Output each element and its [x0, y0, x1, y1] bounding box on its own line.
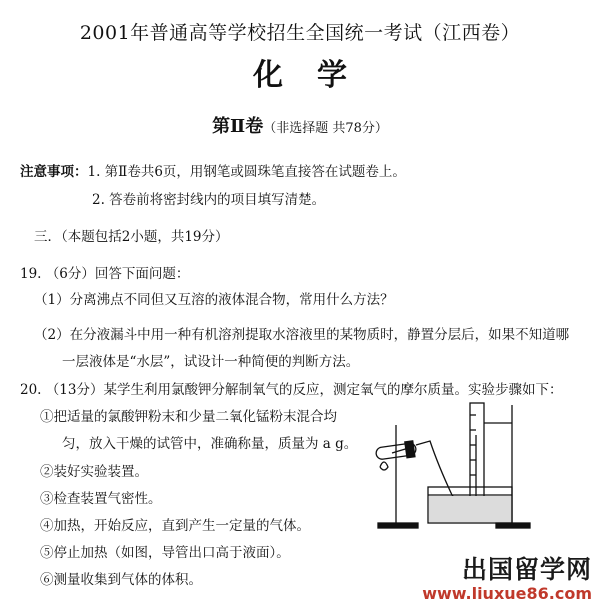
q20-step6: ⑥测量收集到气体的体积。: [40, 572, 202, 588]
watermark: [422, 550, 592, 603]
section-note: （非选择题 共78分）: [263, 121, 388, 136]
q20-step3: ③检查装置气密性。: [40, 491, 162, 507]
water: [429, 496, 511, 522]
notes-label: 注意事项：: [20, 164, 88, 180]
subject-title: 化学: [253, 58, 381, 93]
notes-item-2: 2. 答卷前将密封线内的项目填写清楚。: [92, 192, 326, 208]
left-stand-base: [378, 523, 418, 528]
right-stand-base: [496, 523, 530, 528]
burner-flame: [380, 462, 388, 470]
q19-sub1: （1）分离沸点不同但又互溶的液体混合物，常用什么方法？: [34, 292, 394, 308]
q20-step2: ②装好实验装置。: [40, 464, 148, 480]
q20-stem: 20. （13分）某学生利用氯酸钾分解制氧气的反应，测定氧气的摩尔质量。实验步骤如下：: [20, 382, 563, 398]
q20-step1-line2: 匀，放入干燥的试管中，准确称量，质量为 a g。: [62, 436, 358, 452]
notes-item-1: 1. 第Ⅱ卷共6页，用钢笔或圆珠笔直接答在试题卷上。: [87, 164, 406, 180]
section-heading: [0, 112, 600, 138]
watermark-url: www.liuxue86.com: [422, 584, 592, 603]
exam-title: 2001年普通高等学校招生全国统一考试（江西卷）: [79, 22, 521, 44]
q20-step5: ⑤停止加热（如图，导管出口高于液面）。: [40, 545, 290, 561]
watermark-site-name: 出国留学网: [461, 555, 592, 584]
q20-step1-line1: ①把适量的氯酸钾粉末和少量二氧化锰粉末混合均: [40, 409, 337, 425]
notes-line-1: [20, 160, 406, 180]
q20-step4: ④加热，开始反应，直到产生一定量的气体。: [40, 518, 310, 534]
q19-stem: 19. （6分）回答下面问题：: [20, 266, 190, 282]
part3-heading: 三．（本题包括2小题，共19分）: [34, 229, 229, 245]
q19-sub2-line1: （2）在分液漏斗中用一种有机溶剂提取水溶液里的某物质时，静置分层后，如果不知道哪: [34, 327, 570, 343]
section-title: 第Ⅱ卷: [212, 116, 264, 137]
q19-sub2-line2: 一层液体是“水层”，试设计一种简便的判断方法。: [62, 354, 360, 370]
lab-apparatus-diagram: [372, 395, 532, 535]
